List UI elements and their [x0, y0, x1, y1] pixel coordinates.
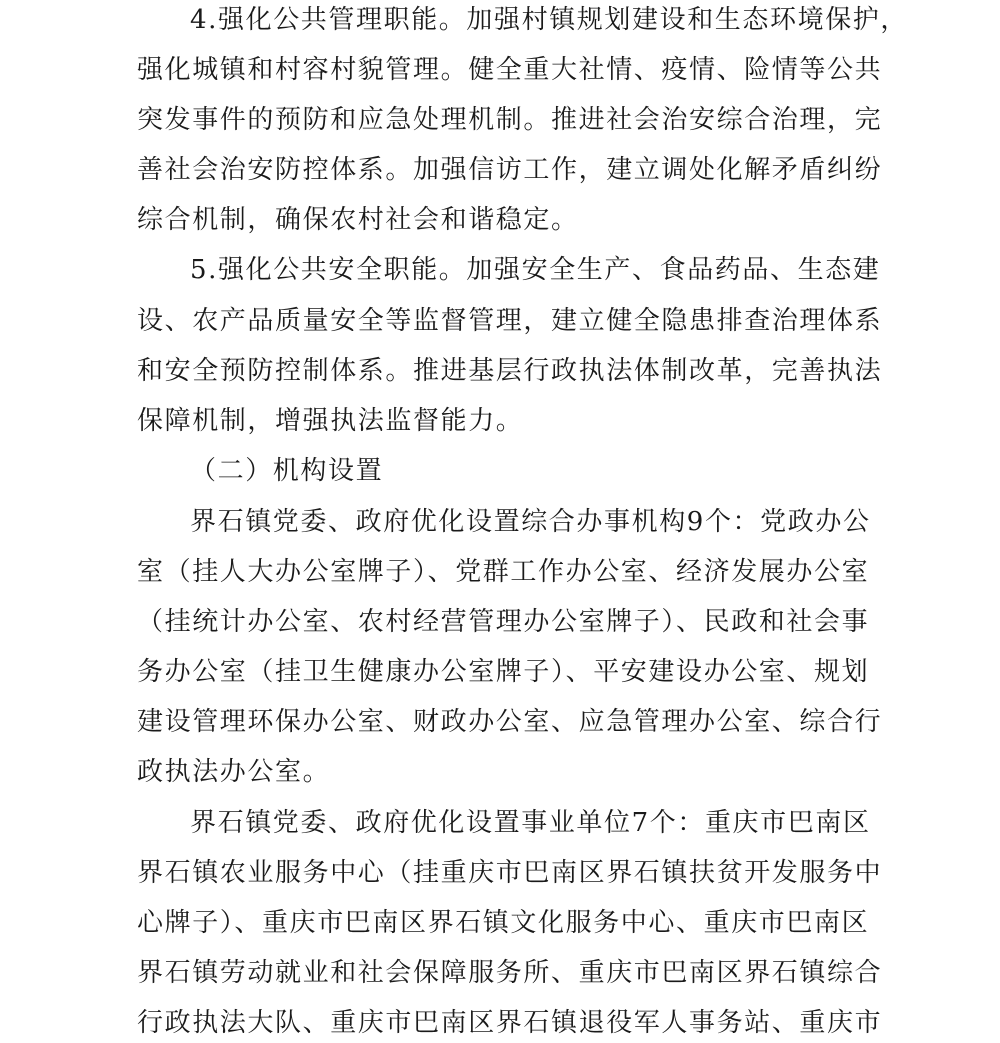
- paragraph-4-line-5: 行政执法大队、重庆市巴南区界石镇退役军人事务站、重庆市: [137, 1008, 883, 1038]
- paragraph-2-line-4: 保障机制，增强执法监督能力。: [137, 406, 524, 436]
- paragraph-2-line-2: 设、农产品质量安全等监督管理，建立健全隐患排查治理体系: [137, 306, 883, 336]
- paragraph-4-line-1: 界石镇党委、政府优化设置事业单位7个：重庆市巴南区: [190, 808, 871, 838]
- paragraph-1-line-5: 综合机制，确保农村社会和谐稳定。: [137, 205, 579, 235]
- paragraph-3-line-4: 务办公室（挂卫生健康办公室牌子）、平安建设办公室、规划: [137, 657, 870, 687]
- paragraph-4-line-3: 心牌子）、重庆市巴南区界石镇文化服务中心、重庆市巴南区: [137, 908, 870, 938]
- paragraph-1-line-2: 强化城镇和村容村貌管理。健全重大社情、疫情、险情等公共: [137, 55, 883, 85]
- section-heading: （二）机构设置: [190, 456, 384, 486]
- paragraph-4-line-2: 界石镇农业服务中心（挂重庆市巴南区界石镇扶贫开发服务中: [137, 858, 883, 888]
- paragraph-1-line-3: 突发事件的预防和应急处理机制。推进社会治安综合治理，完: [137, 105, 883, 135]
- paragraph-3-line-5: 建设管理环保办公室、财政办公室、应急管理办公室、综合行: [137, 707, 883, 737]
- paragraph-3-line-3: （挂统计办公室、农村经营管理办公室牌子）、民政和社会事: [137, 607, 870, 637]
- paragraph-2-line-3: 和安全预防控制体系。推进基层行政执法体制改革，完善执法: [137, 356, 883, 386]
- paragraph-3-line-6: 政执法办公室。: [137, 757, 331, 787]
- paragraph-3-line-2: 室（挂人大办公室牌子）、党群工作办公室、经济发展办公室: [137, 557, 870, 587]
- paragraph-1-line-4: 善社会治安防控体系。加强信访工作，建立调处化解矛盾纠纷: [137, 155, 883, 185]
- paragraph-3-line-1: 界石镇党委、政府优化设置综合办事机构9个：党政办公: [190, 507, 871, 537]
- paragraph-2-line-1: 5.强化公共安全职能。加强安全生产、食品药品、生态建: [190, 255, 881, 285]
- paragraph-1-line-1: 4.强化公共管理职能。加强村镇规划建设和生态环境保护，: [190, 5, 909, 35]
- paragraph-4-line-4: 界石镇劳动就业和社会保障服务所、重庆市巴南区界石镇综合: [137, 958, 883, 988]
